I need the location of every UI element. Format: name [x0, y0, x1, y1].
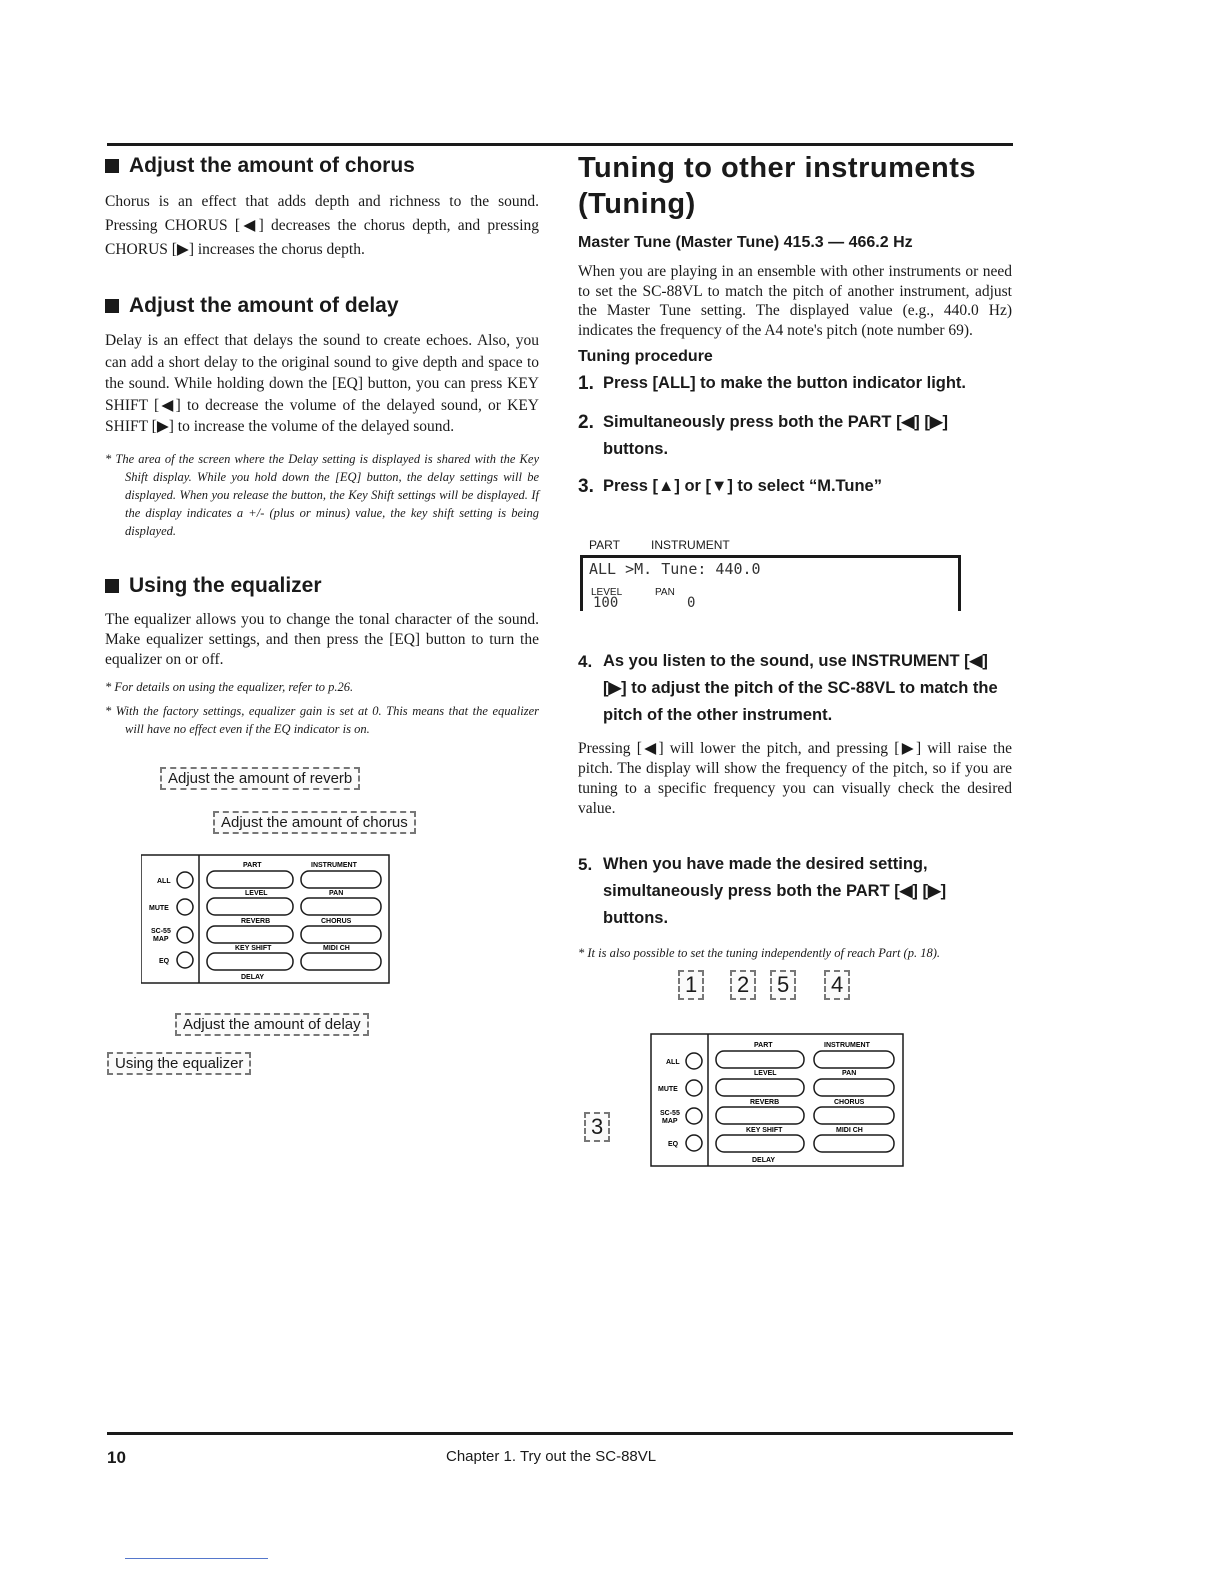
panel-label-reverb: REVERB	[750, 1099, 780, 1106]
page-title: Tuning to other instruments (Tuning)	[578, 152, 976, 220]
panel-label-pan: PAN	[842, 1070, 857, 1077]
equalizer-body: The equalizer allows you to change the tonal character of the sound. Make equalizer settings, and then press the [EQ] button to turn the equalizer on or off.	[105, 610, 539, 668]
step-4: 4. As you listen to the sound, use INSTRUMENT [◀] [▶] to adjust the pitch of the SC-88VL to match the pitch of the other instrument.	[578, 652, 998, 724]
step-5: 5. When you have made the desired setting, simultaneously press both the PART [◀] [▶] buttons.	[578, 855, 947, 927]
panel-label-key-shift: KEY SHIFT	[746, 1127, 783, 1134]
front-panel-left	[141, 853, 391, 985]
step-2: 2. Simultaneously press both the PART [◀] [▶] buttons.	[578, 412, 949, 458]
front-panel-right	[650, 1032, 906, 1168]
panel-label-instrument: INSTRUMENT	[311, 862, 357, 869]
sc55-map-button[interactable]	[686, 1108, 702, 1124]
panel-label-delay: DELAY	[752, 1157, 776, 1164]
delay-heading: Adjust the amount of delay	[105, 294, 539, 318]
panel-label-mute: MUTE	[149, 905, 169, 912]
left-column	[105, 150, 539, 738]
all-button[interactable]	[686, 1053, 702, 1069]
panel-label-level: LEVEL	[245, 890, 268, 897]
all-button[interactable]	[177, 872, 193, 888]
panel-label-chorus: CHORUS	[321, 918, 352, 925]
page-number: 10	[107, 1448, 126, 1467]
chapter-title: Chapter 1. Try out the SC-88VL	[446, 1448, 657, 1465]
chorus-heading: Adjust the amount of chorus	[105, 154, 539, 178]
diagram-number-1: 1	[678, 970, 704, 1000]
eq-button[interactable]	[177, 952, 193, 968]
bottom-link-underline	[125, 1558, 268, 1559]
step-1: 1. Press [ALL] to make the button indicator light.	[578, 373, 967, 394]
equalizer-heading: Using the equalizer	[105, 574, 539, 598]
panel-label-level: LEVEL	[754, 1070, 777, 1077]
master-tune-heading: Master Tune (Master Tune) 415.3 — 466.2 Hz	[578, 234, 913, 251]
top-rule	[107, 143, 1013, 146]
bottom-rule	[107, 1432, 1013, 1435]
delay-body: Delay is an effect that delays the sound to create echoes. Also, you can add a short delay to the original sound to give depth and space to the sound. While holding down the [EQ] button, you can press KEY SHIFT [◀] to decrease the volume of the delayed sound, or KEY SHIFT [▶] to increase the volume of the delayed sound.	[105, 332, 539, 435]
equalizer-note-2: * With the factory settings, equalizer gain is set at 0. This means that the equalizer will have no effect even if the EQ indicator is on.	[105, 703, 539, 736]
panel-label-midi-ch: MIDI CH	[836, 1127, 863, 1134]
panel-label-instrument: INSTRUMENT	[824, 1042, 870, 1049]
panel-label-chorus: CHORUS	[834, 1099, 865, 1106]
mute-button[interactable]	[686, 1080, 702, 1096]
sc55-map-button[interactable]	[177, 927, 193, 943]
lcd-label-level: LEVEL	[591, 587, 623, 598]
panel-label-eq: EQ	[159, 958, 170, 965]
left-panel-diagram	[105, 765, 445, 1085]
panel-label-midi-ch: MIDI CH	[323, 945, 350, 952]
lcd-header	[589, 538, 730, 552]
lcd-pan-value: 0	[687, 595, 696, 611]
lcd-label-part: PART	[589, 538, 620, 552]
callout-delay: Adjust the amount of delay	[175, 1013, 369, 1036]
panel-label-all: ALL	[666, 1059, 680, 1066]
callout-chorus: Adjust the amount of chorus	[213, 811, 416, 834]
callout-reverb: Adjust the amount of reverb	[160, 767, 360, 790]
step-3: 3. Press [▲] or [▼] to select “M.Tune”	[578, 476, 882, 497]
lcd-level-value: 100	[593, 595, 619, 611]
eq-button[interactable]	[686, 1135, 702, 1151]
panel-label-all: ALL	[157, 878, 171, 885]
panel-label-sc55: SC-55	[660, 1110, 680, 1117]
bullet-icon	[105, 299, 119, 313]
lcd-top-border	[583, 555, 958, 558]
tuning-note: * It is also possible to set the tuning independently of reach Part (p. 18).	[578, 946, 940, 960]
panel-label-map: MAP	[153, 936, 169, 943]
delay-note: * The area of the screen where the Delay setting is displayed is shared with the Key Shift display. While you hold down the [EQ] button, the delay settings will be displayed. When you release the button, the Key Shift settings will be displayed. If the display indicates a +/- (plus or minus) value, the key shift setting is being displayed.	[105, 451, 539, 538]
bullet-icon	[105, 159, 119, 173]
panel-label-map: MAP	[662, 1118, 678, 1125]
panel-label-pan: PAN	[329, 890, 344, 897]
panel-label-part: PART	[754, 1042, 773, 1049]
diagram-number-3: 3	[584, 1112, 610, 1142]
bullet-icon	[105, 579, 119, 593]
mute-button[interactable]	[177, 899, 193, 915]
panel-label-reverb: REVERB	[241, 918, 271, 925]
lcd-label-instrument: INSTRUMENT	[651, 538, 730, 552]
lcd-display	[580, 555, 961, 611]
panel-label-part: PART	[243, 862, 262, 869]
panel-label-eq: EQ	[668, 1141, 679, 1148]
right-column	[578, 150, 1012, 500]
panel-label-mute: MUTE	[658, 1086, 678, 1093]
lcd-label-pan: PAN	[655, 587, 675, 598]
diagram-number-4: 4	[824, 970, 850, 1000]
step-4-body: Pressing [◀] will lower the pitch, and pressing [▶] will raise the pitch. The display will show the frequency of the pitch, so if you are tuning to a specific frequency you can visually check the desired value.	[578, 740, 1012, 817]
diagram-number-2: 2	[730, 970, 756, 1000]
diagram-number-5: 5	[770, 970, 796, 1000]
tuning-procedure-heading: Tuning procedure	[578, 348, 713, 365]
tuning-intro: When you are playing in an ensemble with other instruments or need to set the SC-88VL to match the pitch of another instrument, adjust the Master Tune setting. The displayed value (e.g., 440.0 Hz) indicates the frequency of the A4 note's pitch (note number 69).	[578, 263, 1012, 339]
panel-label-key-shift: KEY SHIFT	[235, 945, 272, 952]
panel-label-sc55: SC-55	[151, 928, 171, 935]
equalizer-note-1: * For details on using the equalizer, refer to p.26.	[105, 679, 354, 694]
callout-equalizer: Using the equalizer	[107, 1052, 251, 1075]
panel-label-delay: DELAY	[241, 974, 265, 981]
right-column-lower	[578, 648, 1012, 962]
chorus-body: Chorus is an effect that adds depth and richness to the sound. Pressing CHORUS [◀] decreases the chorus depth, and pressing CHORUS [▶] increases the chorus depth.	[105, 193, 539, 258]
right-panel-diagram	[580, 962, 910, 1172]
lcd-line-1: ALL >M. Tune: 440.0	[589, 560, 761, 578]
